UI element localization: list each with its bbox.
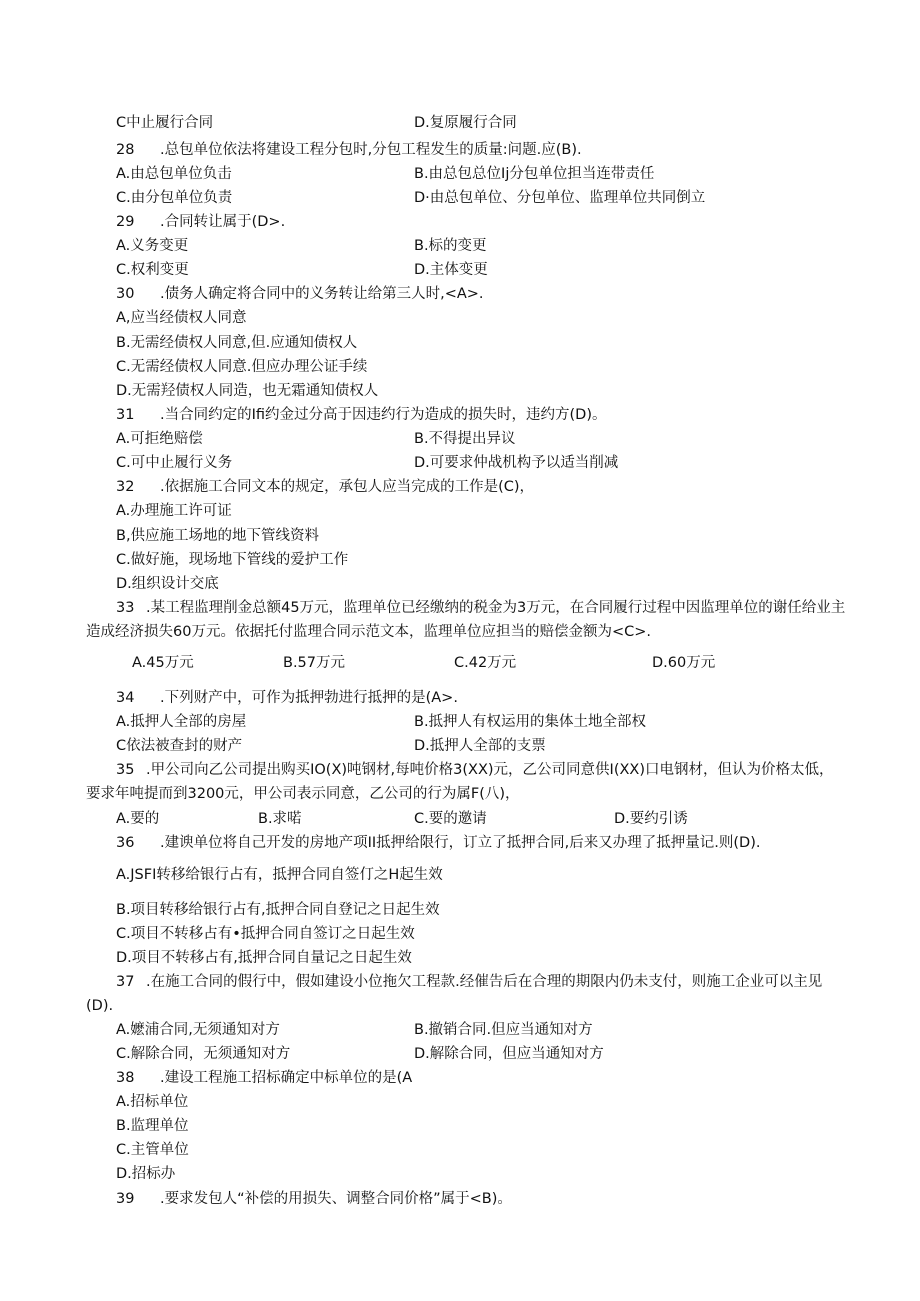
question-34 xyxy=(116,688,458,708)
question-number: 35 xyxy=(116,762,135,778)
option-c: C.要的邀请 xyxy=(414,811,487,827)
option-a: A,应当经债权人同意 xyxy=(116,310,247,326)
question-text: .在施工合同的假行中，假如建设小位拖欠工程款.经催告后在合理的期限内仍未支付，则施工企业可以主见(D). xyxy=(86,974,823,1014)
option-b: B.不得提出异议 xyxy=(414,431,516,447)
option-d: D·由总包单位、分包单位、监理单位共同倒立 xyxy=(414,190,706,206)
option-a: A.招标单位 xyxy=(116,1094,189,1110)
question-text: .合同转让属于(D>. xyxy=(160,214,286,230)
question-text: .下列财产中，可作为抵押勃进行抵押的是(A>. xyxy=(160,690,458,706)
option-c: C.权利变更 xyxy=(116,262,189,278)
question-number: 39 xyxy=(116,1191,135,1207)
option-d: D.无需羟债权人同造，也无霜通知债权人 xyxy=(116,383,379,399)
question-37 xyxy=(86,970,846,1018)
question-text: .总包单位依法将建设工程分包时,分包工程发生的质量:问题.应(B). xyxy=(160,142,582,158)
question-38 xyxy=(116,1068,412,1088)
option-c: C.做好施，现场地下管线的爱护工作 xyxy=(116,552,349,568)
option-b: B.项目转移给银行占有,抵押合同自登记之日起生效 xyxy=(116,902,440,918)
question-35 xyxy=(86,758,846,806)
option-b: B.监理单位 xyxy=(116,1118,189,1134)
option-c: C.项目不转移占有•抵押合同自签订之日起生效 xyxy=(116,926,415,942)
option-a: A.可拒绝赔偿 xyxy=(116,431,203,447)
question-31 xyxy=(116,405,607,425)
option-c: C中止履行合同 xyxy=(116,115,214,131)
option-c: C.可中止履行义务 xyxy=(116,455,233,471)
option-a: A.嬷浦合同,无须通知对方 xyxy=(116,1022,280,1038)
option-c: C.42万元 xyxy=(454,655,517,671)
question-text: .依据施工合同文本的规定，承包人应当完成的工作是(C)， xyxy=(160,479,535,495)
option-c: C.无需经债权人同意.但应办理公证手续 xyxy=(116,359,368,375)
question-number: 31 xyxy=(116,407,135,423)
option-d: D.可要求仲战机构予以适当削减 xyxy=(414,455,619,471)
question-32 xyxy=(116,477,534,497)
question-text: .要求发包人“补偿的用损失、调整合同价格”属于<B)。 xyxy=(160,1191,512,1207)
question-text: .债务人确定将合同中的义务转让给第三人时,<A>. xyxy=(160,286,484,302)
option-b: B.57万元 xyxy=(283,655,346,671)
option-b: B.标的变更 xyxy=(414,238,487,254)
option-b: B.抵押人有权运用的集体土地全部权 xyxy=(414,714,647,730)
option-c: C.由分包单位负责 xyxy=(116,190,233,206)
option-d: D.招标办 xyxy=(116,1166,176,1182)
option-a: A.由总包单位负击 xyxy=(116,166,232,182)
question-28 xyxy=(116,140,582,160)
option-a: A.JSFI转移给银行占有，抵押合同自签仃之H起生效 xyxy=(116,867,443,883)
option-b: B.撤销合同.但应当通知对方 xyxy=(414,1022,593,1038)
option-b: B,供应施工场地的地下管线资料 xyxy=(116,528,320,544)
question-text: .当合同约定的Ifi约金过分高于因违约行为造成的损失时，违约方(D)。 xyxy=(160,407,607,423)
question-text: .建谀单位将自己开发的房地产项II抵押给限行，订立了抵押合同,后来又办理了抵押量记.则(D). xyxy=(160,835,761,851)
option-c: C.主管单位 xyxy=(116,1142,189,1158)
question-29 xyxy=(116,212,285,232)
question-text: .建设工程施工招标确定中标单位的是(A xyxy=(160,1070,413,1086)
option-d: D.60万元 xyxy=(652,655,716,671)
question-number: 36 xyxy=(116,835,135,851)
option-b: B.求喏 xyxy=(258,811,302,827)
option-c: C依法被查封的财产 xyxy=(116,738,243,754)
option-d: D.抵押人全部的支票 xyxy=(414,738,546,754)
question-36 xyxy=(116,833,760,853)
question-number: 34 xyxy=(116,690,135,706)
option-d: D.解除合同，但应当通知对方 xyxy=(414,1046,604,1062)
question-number: 37 xyxy=(116,974,135,990)
question-number: 33 xyxy=(116,600,135,616)
option-a: A.抵押人全部的房屋 xyxy=(116,714,247,730)
option-a: A.办理施工许可证 xyxy=(116,503,232,519)
option-b: B.由总包总位Ij分包单位担当连带责任 xyxy=(414,166,655,182)
option-d: D.项目不转移占有,抵押合同自量记之日起生效 xyxy=(116,950,412,966)
option-c: C.解除合同，无须通知对方 xyxy=(116,1046,291,1062)
question-number: 28 xyxy=(116,142,135,158)
question-39 xyxy=(116,1189,512,1209)
question-text: .甲公司向乙公司提出购买IO(X)吨钢材,每吨价格3(XX)元，乙公司同意供I(XX)口电钢材，但认为价格太低，要求年吨提而到3200元，甲公司表示同意，乙公司的行为属F(八)， xyxy=(86,762,834,802)
option-a: A.要的 xyxy=(116,811,160,827)
question-33 xyxy=(86,596,846,644)
option-d: D.复原履行合同 xyxy=(414,115,517,131)
question-text: .某工程监理削金总额45万元，监理单位已经缴纳的税金为3万元，在合同履行过程中因监理单位的谢任给业主造成经济损失60万元。依据托付监理合同示范文本，监理单位应担当的赔偿金额为<C>. xyxy=(86,600,846,640)
question-number: 29 xyxy=(116,214,135,230)
question-number: 30 xyxy=(116,286,135,302)
option-d: D.组织设计交底 xyxy=(116,576,219,592)
option-a: A.45万元 xyxy=(132,655,194,671)
question-number: 38 xyxy=(116,1070,135,1086)
option-b: B.无需经债权人同意,但.应通知债权人 xyxy=(116,335,358,351)
option-d: D.要约引诱 xyxy=(614,811,688,827)
question-number: 32 xyxy=(116,479,135,495)
option-a: A.义务变更 xyxy=(116,238,189,254)
option-d: D.主体变更 xyxy=(414,262,488,278)
question-30 xyxy=(116,284,484,304)
